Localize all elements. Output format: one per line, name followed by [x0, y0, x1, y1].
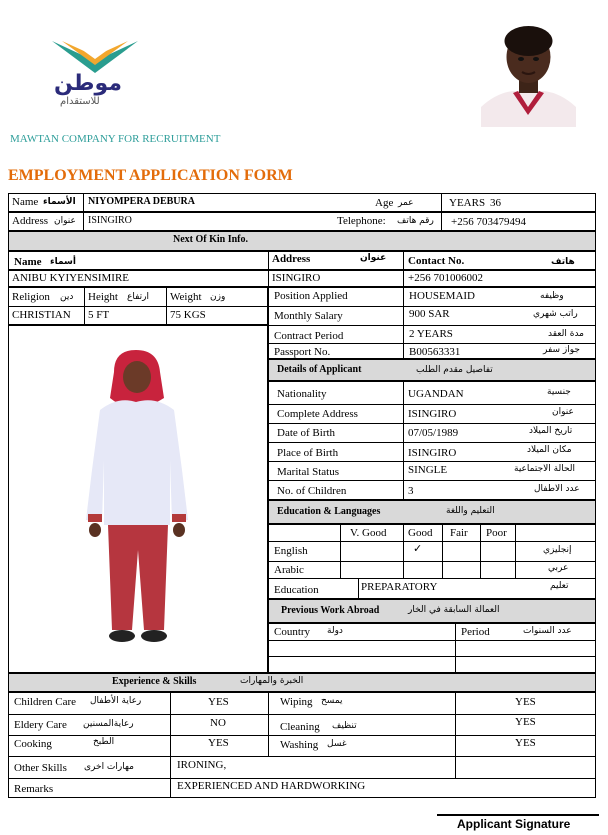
- washing-value: YES: [515, 737, 536, 749]
- pob-label: Place of Birth: [277, 447, 339, 459]
- kin-name-label: Name: [14, 256, 42, 268]
- cleaning-label-ar: تنظيف: [332, 721, 357, 731]
- passport-value: B00563331: [409, 346, 461, 358]
- marital-label: Marital Status: [277, 466, 340, 478]
- passport-photo: [481, 19, 576, 127]
- contract-label: Contract Period: [274, 330, 344, 342]
- wiping-value: YES: [515, 696, 536, 708]
- children-value: 3: [408, 485, 414, 497]
- arabic-label-ar: عربي: [548, 563, 569, 573]
- applicant-signature-label: Applicant Signature: [457, 817, 571, 831]
- kin-address-label-ar: عنوان: [360, 253, 387, 263]
- remarks-value: EXPERIENCED AND HARDWORKING: [177, 780, 366, 792]
- work-abroad-section-title: Previous Work Abroad: [281, 605, 380, 616]
- english-good-check-icon: ✓: [413, 542, 423, 555]
- address-label: Address: [12, 215, 49, 227]
- kin-address: ISINGIRO: [272, 272, 321, 284]
- weight-value: 75 KGS: [170, 309, 206, 321]
- education-section-title-ar: التعليم واللغة: [446, 506, 495, 516]
- contract-value: 2 YEARS: [409, 328, 453, 340]
- wiping-label-ar: يمسح: [321, 696, 343, 706]
- name-label: Name: [12, 196, 39, 208]
- country-label: Country: [274, 626, 311, 638]
- dob-label: Date of Birth: [277, 427, 336, 439]
- level-fair: Fair: [450, 527, 468, 539]
- wiping-label: Wiping: [280, 696, 313, 708]
- salary-value: 900 SAR: [409, 308, 450, 320]
- work-abroad-section-title-ar: العمالة السابقة في الخار: [408, 605, 500, 615]
- pob-value: ISINGIRO: [408, 447, 457, 459]
- weight-label: Weight: [170, 291, 202, 303]
- address-label-ar: عنوان: [54, 216, 76, 226]
- company-logo: [40, 33, 150, 113]
- age-label: Age: [375, 197, 394, 209]
- level-good: Good: [408, 527, 433, 539]
- logo-arabic-text: موطن: [54, 71, 122, 96]
- level-v-good: V. Good: [350, 527, 387, 539]
- kin-name-label-ar: أسماء: [50, 257, 76, 267]
- age-label-ar: عمر: [398, 198, 414, 208]
- children-care-label: Children Care: [14, 696, 77, 708]
- complete-address-value: ISINGIRO: [408, 408, 457, 420]
- cooking-label: Cooking: [14, 738, 52, 750]
- period-label: Period: [461, 626, 490, 638]
- company-name: MAWTAN COMPANY FOR RECRUITMENT: [10, 133, 221, 145]
- kin-name: ANIBU KYIYENSIMIRE: [12, 272, 130, 284]
- age-unit: YEARS: [449, 197, 486, 209]
- other-skills-label: Other Skills: [14, 762, 67, 774]
- children-label-ar: عدد الاطفال: [534, 484, 580, 494]
- complete-address-label: Complete Address: [277, 408, 358, 420]
- applicant-address: ISINGIRO: [88, 215, 132, 226]
- skills-section-title-ar: الخبرة والمهارات: [240, 676, 304, 686]
- cooking-label-ar: الطبخ: [93, 737, 115, 747]
- children-care-value: YES: [208, 696, 229, 708]
- details-section-title: Details of Applicant: [277, 364, 362, 375]
- religion-label-ar: دين: [60, 292, 74, 302]
- position-label: Position Applied: [274, 290, 348, 302]
- nationality-label-ar: جنسية: [547, 387, 571, 397]
- logo-arabic-subtext: للاستقدام: [60, 96, 100, 107]
- weight-label-ar: وزن: [210, 292, 226, 302]
- children-care-label-ar: رعاية الأطفال: [90, 696, 142, 706]
- kin-contact-label: Contact No.: [408, 255, 465, 267]
- contract-label-ar: مدة العقد: [548, 329, 584, 339]
- cooking-value: YES: [208, 737, 229, 749]
- pob-label-ar: مكان الميلاد: [527, 445, 572, 455]
- form-title: EMPLOYMENT APPLICATION FORM: [8, 167, 293, 184]
- height-value: 5 FT: [88, 309, 110, 321]
- passport-label: Passport No.: [274, 346, 331, 358]
- education-section-title: Education & Languages: [277, 506, 381, 517]
- period-label-ar: عدد السنوات: [523, 626, 572, 636]
- applicant-telephone: +256 703479494: [451, 216, 526, 228]
- religion-value: CHRISTIAN: [12, 309, 71, 321]
- level-poor: Poor: [486, 527, 507, 539]
- applicant-name: NIYOMPERA DEBURA: [88, 196, 195, 207]
- skills-section-title: Experience & Skills: [112, 676, 197, 687]
- kin-section-title: Next Of Kin Info.: [173, 234, 248, 245]
- details-section-title-ar: تفاصيل مقدم الطلب: [416, 365, 493, 375]
- marital-value: SINGLE: [408, 464, 448, 476]
- height-label: Height: [88, 291, 118, 303]
- country-label-ar: دولة: [327, 626, 343, 636]
- marital-label-ar: الحالة الاجتماعية: [514, 464, 575, 474]
- passport-label-ar: جواز سفر: [543, 345, 580, 355]
- complete-address-label-ar: عنوان: [552, 407, 574, 417]
- telephone-label: Telephone:: [337, 215, 386, 227]
- salary-label: Monthly Salary: [274, 310, 343, 322]
- dob-label-ar: تاريخ الميلاد: [529, 426, 573, 436]
- height-label-ar: ارتفاع: [127, 292, 150, 302]
- age-value: 36: [490, 197, 501, 209]
- telephone-label-ar: رقم هاتف: [397, 216, 434, 226]
- dob-value: 07/05/1989: [408, 427, 459, 439]
- education-value: PREPARATORY: [361, 581, 438, 593]
- other-skills-label-ar: مهارات اخرى: [84, 762, 134, 772]
- cleaning-label: Cleaning: [280, 721, 320, 733]
- english-label-ar: إنجليزي: [543, 545, 572, 555]
- kin-contact-label-ar: هاتف: [551, 257, 575, 267]
- washing-label: Washing: [280, 739, 319, 751]
- full-body-photo: [78, 350, 198, 650]
- nationality-label: Nationality: [277, 388, 327, 400]
- eldery-care-value: NO: [210, 717, 226, 729]
- position-value: HOUSEMAID: [409, 290, 475, 302]
- children-label: No. of Children: [277, 485, 347, 497]
- name-label-ar: الأسماء: [43, 197, 76, 207]
- education-label: Education: [274, 584, 319, 596]
- arabic-label: Arabic: [274, 564, 304, 576]
- kin-address-label: Address: [272, 253, 311, 265]
- washing-label-ar: غسل: [327, 739, 347, 749]
- nationality-value: UGANDAN: [408, 388, 464, 400]
- salary-label-ar: راتب شهري: [533, 309, 578, 319]
- education-label-ar: تعليم: [550, 581, 569, 591]
- other-skills-value: IRONING,: [177, 759, 227, 771]
- remarks-label: Remarks: [14, 783, 54, 795]
- cleaning-value: YES: [515, 716, 536, 728]
- religion-label: Religion: [12, 291, 50, 303]
- position-label-ar: وظيفه: [540, 291, 564, 301]
- english-label: English: [274, 545, 308, 557]
- kin-contact: +256 701006002: [408, 272, 483, 284]
- eldery-care-label: Eldery Care: [14, 719, 67, 731]
- eldery-care-label-ar: رعايةالمسنين: [83, 719, 134, 729]
